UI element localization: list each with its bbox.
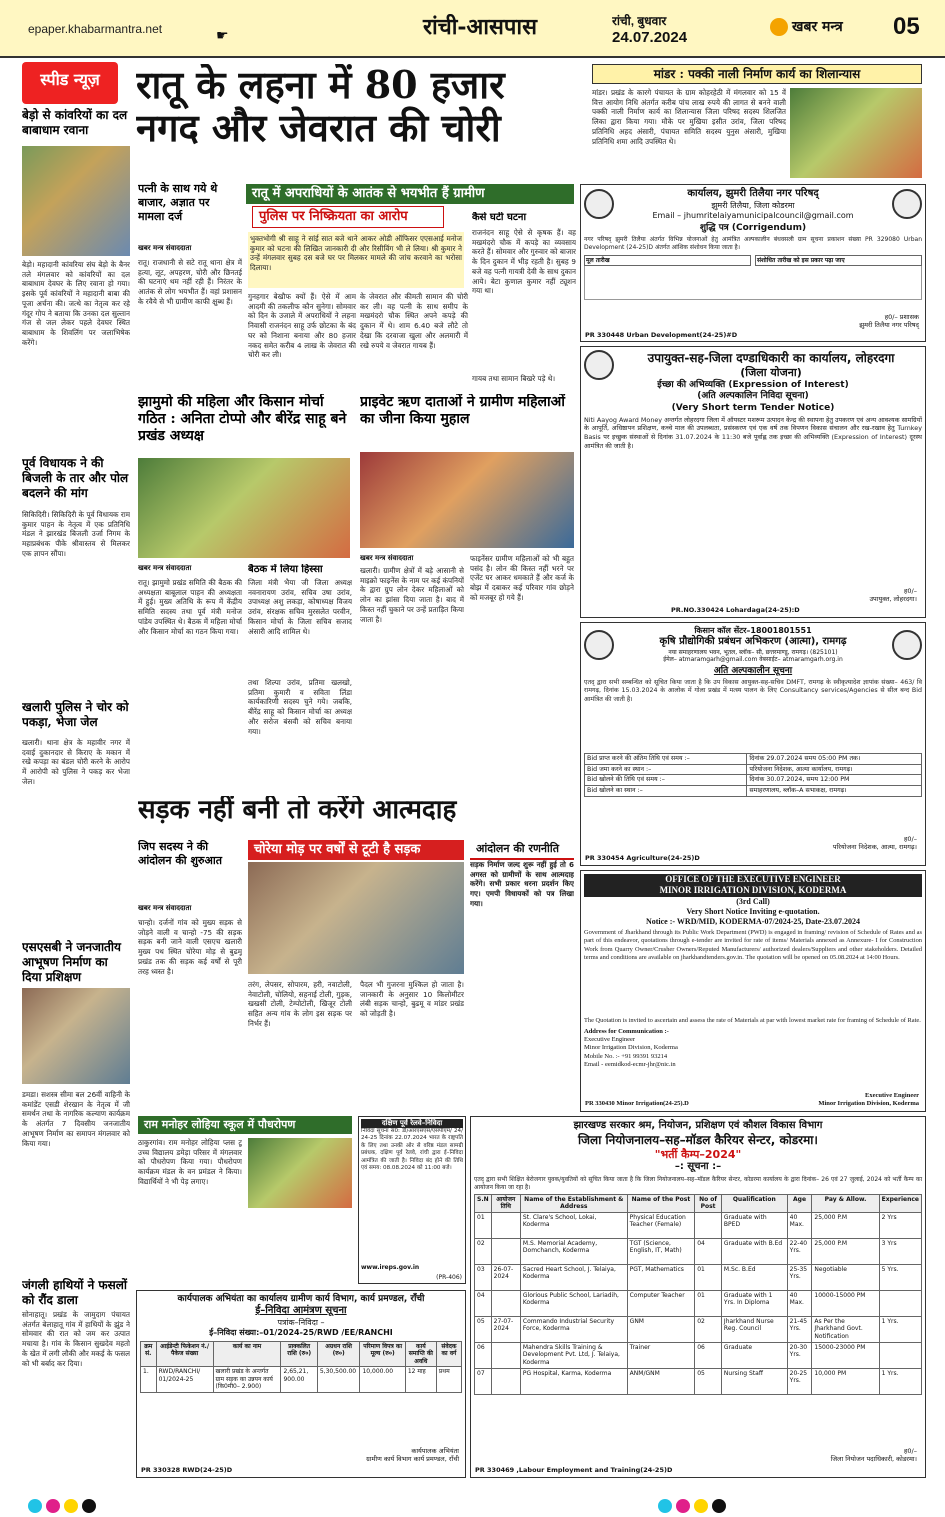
notice-title: ईच्छा की अभिव्यक्ति (Expression of Interest)	[657, 380, 849, 390]
koderma-irrigation-notice	[580, 870, 926, 1112]
notice-sign: Executive Engineer	[865, 1091, 919, 1099]
notice-office: कार्यपालक अभियंता का कार्यालय ग्रामीण कार्य विभाग, कार्य प्रमण्डल, राँची	[177, 1294, 425, 1304]
masthead-bar	[0, 0, 945, 58]
tender-pr: (PR-406)	[436, 1273, 462, 1281]
tender-title: दक्षिण पूर्व रेलवे–निविदा	[361, 1119, 463, 1128]
brand-name: खबर मन्त्र	[792, 19, 843, 35]
loan-body: खलारी। ग्रामीण क्षेत्रों में बड़े आसानी से माइक्रो फाइनेंस के नाम पर कई कंपनियों के द्वारा ग्रुप लोन देकर महिलाओं को लोन का झांसा दिया जाता है। बाद में किस्त नहीं चुकाने पर उन्हें प्रताड़ित किया जाता है।	[360, 566, 464, 624]
mandar-body: मांडर। प्रखंड के कारगे पंचायत के ग्राम कोहरहेठी में मंगलवार को 15 वें वित्त आयोग निधि अंतर्गत करीब पांच लाख रुपये की लागत से बनने वाली पक्की नाली निर्माण कार्य का शिलान्यास जिला परिषद सदस्य शिलजित लिका द्वारा किया गया। मौके पर मुखिया इसीत उरांव, जिला परिषद प्रतिनिधि अहद अंसारी, पंचायत समिति सदस्य युनुस अंसारी, मुखिया प्रतिनिधि शमा आदि उपस्थित थे।	[592, 88, 786, 146]
table-header: आयोजन तिथि	[491, 1194, 520, 1212]
registration-dot	[82, 1499, 96, 1513]
table-cell: 1 Yrs.	[879, 1368, 921, 1394]
notice-col-head: मूल तारीख	[584, 255, 751, 267]
addr-line[interactable]: Email - eemidkod-ecmr-jhr@nic.in	[584, 1060, 676, 1068]
rwd-tender	[136, 1290, 466, 1478]
table-cell: 22-40 Yrs.	[787, 1238, 812, 1264]
table-cell: 20-30 Yrs.	[787, 1342, 812, 1368]
logo-icon	[770, 18, 788, 36]
table-cell: 04	[695, 1238, 722, 1264]
story-headline: पूर्व विधायक ने की बिजली के तार और पोल बदलने की मांग	[22, 456, 129, 500]
table-cell: 20-25 Yrs.	[787, 1368, 812, 1394]
table-cell: As Per the Jharkhand Govt. Notification	[812, 1316, 879, 1342]
notice-title: ई–निविदा आमंत्रण सूचना	[255, 1305, 347, 1317]
table-row	[475, 1212, 922, 1238]
story-headline: बेड़ो से कांवरियों का दल बाबाधाम रवाना	[22, 108, 128, 137]
table-cell: GNM	[627, 1316, 695, 1342]
registration-dot	[46, 1499, 60, 1513]
notice-address: नया समाहरणालय भवन, भूतल, ब्लॉक– सी, छत्तरमाण्डू, रामगढ़। (825101)	[668, 648, 838, 656]
table-cell: PGT, Mathematics	[627, 1264, 695, 1290]
table-cell: 25,000 P.M	[812, 1212, 879, 1238]
notice-title: Very Short Notice Inviting e-quotation.	[686, 906, 820, 916]
table-cell: 40 Max.	[787, 1212, 812, 1238]
notice-body: Government of Jharkhand through its Public Work Department (PWD) is engaged in framing/ revision of Schedule of Rates and as part of this endeavor, quotations through e-tender are invited for rate of items/ Materials annexed as Annexure- I for Construction Work from Quarry Owner/Crusher Owners/Reputed Manufacturers/ authorized dealers/Suppliers and other stakeholders. Detailed terms and conditions are available on jharkhandtenders.gov.in. The quotation will be opened on 05.08.2024 at 14:00 Hours.	[584, 928, 922, 962]
jhumri-notice	[580, 184, 926, 342]
table-header: प्राक्कलित राशि (रु०)	[281, 1341, 317, 1367]
lohardaga-notice	[580, 346, 926, 618]
city-day: रांची, बुधवार	[612, 14, 667, 28]
table-cell: 2 Yrs	[879, 1212, 921, 1238]
bid-row-label: Bid जमा करने का स्थान :–	[585, 764, 747, 775]
registration-dot	[694, 1499, 708, 1513]
registration-marks	[0, 1495, 945, 1517]
table-cell: Graduate with 1 Yrs. In Diploma	[721, 1290, 787, 1316]
table-cell: खलारी प्रखंड के अन्तर्गत ग्राम सड़क का उन्नयन कार्य (कि0मी0– 2.900)	[213, 1367, 281, 1393]
table-cell	[491, 1290, 520, 1316]
notice-office: OFFICE OF THE EXECUTIVE ENGINEER	[584, 874, 922, 885]
road-photo	[248, 862, 464, 974]
career-camp-notice	[470, 1116, 926, 1478]
table-cell: 15000-23000 PM	[812, 1342, 879, 1368]
notice-pr: PR 330430 Minor Irrigation(24-25).D	[585, 1099, 689, 1107]
story-headline: एसएसबी ने जनजातीय आभूषण निर्माण का दिया प्रशिक्षण	[22, 940, 121, 984]
table-cell: 01	[695, 1264, 722, 1290]
lohia-body: ठाकुरगांव। राम मनोहर लोहिया प्लस टू उच्च विद्यालय डमेड़ा परिसर में मंगलवार को पौधरोपण किया गया। पौधरोपण कार्यक्रम मंडल के वन प्रमंडल ने किया। विद्यार्थियों ने भी पेड़ लगाए।	[138, 1138, 242, 1186]
jhamu-box-body: जिला मंत्री भैया जी जिला अध्यक्ष नवनारायण उरांव, सचिव उषा उरांव, उपाध्यक्ष अशु लकड़ा, कोषाध्यक्ष विजय उरांव, संरक्षक सचिव मुरसलेत परवीन, किसान मोर्चा के जिला सचिव सजाद अंसारी आदि शामिल थे।	[248, 578, 352, 636]
jhamu-photo	[138, 458, 350, 558]
table-cell: 10000-15000 PM	[812, 1290, 879, 1316]
notice-email[interactable]: ईमेल– atmaramgarh@gmail.com वेबसाईट– atmaramgarh.org.in	[663, 656, 843, 663]
table-header: अग्रधन राशि (रु०)	[317, 1341, 360, 1367]
jhamu-body: तथा शिल्पा उरांव, प्रतिमा खलखो, प्रतिमा कुमारी व सविता लिंडा कार्यकारिणी सदस्य चुने गये। जबकि, बीरेंद्र साहू को किसान मोर्चा का अध्यक्ष और सरोज बंसवी को सचिव बनाया गया।	[248, 678, 352, 736]
table-header: कार्य समाप्ति की अवधि	[405, 1341, 436, 1367]
notice-sign-office: परियोजना निदेशक, आत्मा, रामगढ़।	[832, 842, 917, 851]
lead-headline-line: रातू के लहना में 80 हजार	[136, 64, 505, 107]
notice-sign: ह0/–	[903, 1446, 917, 1455]
table-cell: 03	[475, 1264, 492, 1290]
bid-row-label: Bid खोलने की तिथि एवं समय :–	[585, 775, 747, 786]
jhamu-headline: झामुमो की महिला और किसान मोर्चा गठित : अनिता टोप्पो और बीरेंद्र साहू बने प्रखंड अध्यक्ष	[138, 394, 347, 444]
table-cell: Sacred Heart School, J. Telaiya, Koderma	[520, 1264, 627, 1290]
table-cell: M.Sc. B.Ed	[721, 1264, 787, 1290]
table-cell: 3 Yrs	[879, 1238, 921, 1264]
bid-schedule	[584, 753, 922, 797]
byline: खबर मन्त्र संवाददाता	[138, 904, 192, 912]
notice-office: कृषि प्रौद्योगिकी प्रबंधन अभिकरण (आत्मा), रामगढ़	[659, 636, 847, 647]
notice-number: Notice :- WRD/MID, KODERMA-07/2024-25, Date-23.07.2024	[645, 916, 861, 926]
table-cell: TGT (Science, English, IT, Math)	[627, 1238, 695, 1264]
story-body: सिकिदिरी। सिकिदिरी के पूर्व विधायक राम कुमार पाहन के नेतृत्व में एक प्रतिनिधि मंडल ने झारखंड बिजली उर्जा निगम के महाप्रबंधक पीके श्रीवास्तव से मिलकर एक ज्ञापन सौंपा।	[22, 510, 130, 558]
table-cell: 27-07-2024	[491, 1316, 520, 1342]
table-row	[475, 1238, 922, 1264]
table-header: Experience	[879, 1194, 921, 1212]
table-row	[475, 1264, 922, 1290]
table-cell: 12 माह	[405, 1367, 436, 1393]
table-cell: 25-35 Yrs.	[787, 1264, 812, 1290]
loan-headline: प्राइवेट ऋण दाताओं ने ग्रामीण महिलाओं का जीना किया मुहाल	[360, 394, 565, 427]
road-side-band: आंदोलन की रणनीति	[470, 840, 574, 860]
lead-headline-line: नगद और जेवरात की चोरी	[136, 104, 501, 150]
table-cell: Negotiable	[812, 1264, 879, 1290]
notice-sub: (जिला योजना)	[740, 365, 802, 379]
story-body: बेड़ो। महादानी कांवरिया संघ बेड़ो के बैनर तले मंगलवार को कांवरियों का दल बाबाधाम देवघर के लिए रवाना हो गया। इसके पूर्व कांवरियों ने महादानी बाबा की पूजा अर्चना की। जत्थे का नेतृत्व कर रहे गंदूर गोप ने बताया कि उनका दल सुल्तान गंज से जल लेकर पहले देवघर स्थित बाबाधाम के शिवलिंग पर जलाभिषेक करेंगे।	[22, 260, 130, 347]
table-cell: 5 Yrs.	[879, 1264, 921, 1290]
table-cell: Graduate	[721, 1342, 787, 1368]
table-header: No of Post	[695, 1194, 722, 1212]
story-body: खलारी। थाना क्षेत्र के महावीर नगर में दवाई दुकानदार से किराए के मकान में रखे कपड़ा का बंडल चोरी करने के आरोप में आरोपी को पुलिस ने पकड़ कर भेजा जेल।	[22, 738, 130, 786]
table-cell: 02	[695, 1316, 722, 1342]
byline: खबर मन्त्र संवाददाता	[138, 244, 192, 252]
loan-body: फाइनेंसर ग्रामीण महिलाओं को भी बहुत पसंद है। लोन की किस्त नहीं भरने पर एजेंट घर आकर धमकाते हैं और कर्ज के बोझ में दबाकर कई परिवार गांव छोड़ने को मजबूर हो गये हैं।	[470, 554, 574, 602]
lead-band-sub: पुलिस पर निष्क्रियता का आरोप	[252, 206, 444, 228]
registration-dot	[658, 1499, 672, 1513]
table-cell: PG Hospital, Karma, Koderma	[520, 1368, 627, 1394]
emblem-icon	[892, 630, 922, 660]
table-cell	[879, 1342, 921, 1368]
lead-body: गुनहगार बेखौफ क्यों हैं। ऐसे में आम आदमी की तकलीफ कौन सुनेगा। सोमवार को दिन के उजाले में अपराधियों ने लहना निवासी राजनंदन साहू उर्फ छोटका के बंद घर को निशाना बनाया और 80 हजार नकद समेत करीब 4 लाख के जेवरात की चोरी कर ली।	[248, 292, 356, 360]
table-cell: 21-45 Yrs.	[787, 1316, 812, 1342]
notice-sign-office: उपायुक्त, लोहरदगा।	[869, 594, 917, 603]
byline: खबर मन्त्र संवाददाता	[360, 554, 414, 562]
issue-date: 24.07.2024	[612, 29, 688, 46]
notice-sign-office: Minor Irrigation Division, Koderma	[818, 1099, 919, 1107]
notice-office: झारखण्ड सरकार श्रम, नियोजन, प्रशिक्षण एवं कौशल विकास विभाग	[573, 1120, 823, 1131]
table-cell: 10,000 PM	[812, 1368, 879, 1394]
table-cell: 5,30,500.00	[317, 1367, 360, 1393]
notice-col-head: संशोधित तारीख को इस प्रकार पढ़ा जाए	[755, 255, 922, 267]
notice-callcenter: किसान कॉल सेंटर–18001801551	[694, 626, 812, 635]
table-cell: Graduate with BPED	[721, 1212, 787, 1238]
notice-pr: PR 330328 RWD(24-25)D	[141, 1465, 233, 1474]
table-cell: RWD/RANCHI/ 01/2024-25	[156, 1367, 213, 1393]
bid-row-value: दिनांक 29.07.2024 समय 05:00 PM तक।	[747, 753, 922, 764]
table-header: संवेदक का वर्ग	[436, 1341, 461, 1367]
notice-sign: ह0/–	[903, 586, 917, 595]
table-header: परिमाण विपत्र का मूल्य (रु०)	[360, 1341, 405, 1367]
notice-sign: ह0/–	[903, 834, 917, 843]
notice-intro: एतद् द्वारा सभी शिक्षित बेरोजगार युवक/युवतियों को सूचित किया जाता है कि जिला नियोजनालय–सह–मॉडल कैरियर सेन्टर, कोडरमा कार्यालय के द्वारा दिनांक– 26 एवं 27 जुलाई, 2024 को भर्ती कैम्प का आयोजन किया जा रहा है।	[474, 1175, 922, 1191]
table-cell	[491, 1238, 520, 1264]
byline: खबर मन्त्र संवाददाता	[138, 564, 192, 572]
table-cell	[491, 1212, 520, 1238]
notice-title: (Very Short term Tender Notice)	[671, 402, 835, 413]
epaper-url[interactable]: epaper.khabarmantra.net	[28, 22, 163, 36]
registration-dot	[712, 1499, 726, 1513]
table-row	[475, 1342, 922, 1368]
table-header: Name of the Establishment & Address	[520, 1194, 627, 1212]
registration-dot	[28, 1499, 42, 1513]
bid-row-label: Bid खोलने का स्थान :–	[585, 786, 747, 797]
notice-camp: "भर्ती कैम्प–2024"	[654, 1147, 742, 1161]
table-cell: Jharkhand Nurse Reg. Council	[721, 1316, 787, 1342]
table-row	[475, 1368, 922, 1394]
road-headline: सड़क नहीं बनी तो करेंगे आत्मदाह	[138, 796, 457, 825]
notice-body: एतद् द्वारा सभी सम्बन्धित को सूचित किया जाता है कि उप विकास आयुक्त-सह-सचिव DMFT, रामगढ़ के स्वीकृत्यादेश ज्ञापांक संख्या– 463/ वि रामगढ़, दिनांक 15.03.2024 के आलोक में गोला प्रखंड में मत्स्य पालन के लिए Consultancy services/Agencies से सील बन्द Bid आमंत्रित की जाती है।	[584, 678, 922, 703]
notice-sign: ह0/– प्रशासक	[884, 312, 919, 321]
lead-body: रातू। राजधानी से सटे रातू थाना क्षेत्र में हत्या, लूट, अपहरण, चोरी और छिनतई की घटनाएं थम नहीं रही हैं। निरंतर के आतंक से लोग भयभीत हैं। वहां प्रशासन के रवैये से भी ग्रामीण काफी क्षुब्ध हैं।	[138, 258, 242, 306]
notice-centre: जिला नियोजनालय–सह–मॉडल कैरियर सेन्टर, कोडरमा।	[578, 1132, 818, 1147]
table-cell	[879, 1290, 921, 1316]
table-header: Qualification	[721, 1194, 787, 1212]
table-cell: 1 Yrs.	[879, 1316, 921, 1342]
addr-line: Mobile No. :- +91 99391 93214	[584, 1052, 668, 1060]
table-row	[475, 1316, 922, 1342]
table-cell: St. Clare's School, Lokai, Koderma	[520, 1212, 627, 1238]
rwd-table	[140, 1341, 462, 1393]
section-title: रांची-आसपास	[423, 14, 537, 40]
story-headline: जंगली हाथियों ने फसलों को रौंद डाला	[22, 1278, 128, 1307]
lead-highlight: भुक्तभोगी श्री साहू ने सांई सात बजे थाने आकर ओडी ऑफिसर एएसआई मनोज कुमार को घटना की लिखित जानकारी दी और रिसीविंग भी ले लिया। श्री कुमार ने उन्हें मंगलवार सुबह दस बजे घर पर मिलकर मामले की जांच करवाने का भरोसा दिलाया।	[248, 232, 464, 288]
notice-email[interactable]: Email – jhumritelaiyamunicipalcouncil@gmail.com	[652, 210, 854, 220]
table-cell: Nursing Staff	[721, 1368, 787, 1394]
notice-number: ई–निविदा संख्या:–01/2024-25/RWD /EE/RANCHI	[209, 1327, 393, 1337]
table-cell: 06	[475, 1342, 492, 1368]
table-cell	[695, 1212, 722, 1238]
dateline	[612, 14, 687, 48]
notice-body: नगर परिषद् झुमरी तिलैया अंतर्गत विभिन्न योजनाओं हेतु आमंत्रित अल्पकालीन बंधवसली ग्राम सूचना प्रकाशन संख्या PR 329080 Urban Development (24-25)D अंतर्गत आंशिक संशोधन किया जाता है।	[584, 235, 922, 251]
notice-call: (3rd Call)	[736, 896, 770, 906]
side-body: राजनंदन साहू ऐसे से कृषक हैं। वह मखमंदरो चौक में कपड़े का व्यवसाय करते हैं। सोमवार और गुरुवार को बाजार के दिन दुकान में भीड़ रहती है। सुबह 9 बजे वह पत्नी गायत्री देवी के साथ दुकान आये। बेटा कुणाल कुमार नहीं ट्यूशन गया था।	[472, 228, 576, 296]
table-header: Pay & Allow.	[812, 1194, 879, 1212]
table-cell: प्रथम	[436, 1367, 461, 1393]
table-header: Name of the Post	[627, 1194, 695, 1212]
table-cell: 25,000 P.M	[812, 1238, 879, 1264]
tender-web[interactable]: www.ireps.gov.in	[361, 1263, 420, 1271]
notice-pr: PR 330448 Urban Development(24-25)#D	[585, 330, 738, 339]
table-cell: 1.	[141, 1367, 157, 1393]
kanwar-photo	[22, 146, 130, 256]
table-cell: Glorious Public School, Lariadih, Koderma	[520, 1290, 627, 1316]
table-row	[475, 1290, 922, 1316]
table-cell: Commando Industrial Security Force, Koderma	[520, 1316, 627, 1342]
story-body: डमडा। सशस्त्र सीमा बल 26वीं वाहिनी के कमांडेंट एसडी शेरखान के नेतृत्व में जी समर्थन तथा के नागरिक कल्याण कार्यक्रम के अंतर्गत 7 दिवसीय जनजातीय आभूषण निर्माण का समापन मंगलवार को किया गया।	[22, 1090, 130, 1148]
lohia-band: राम मनोहर लोहिया स्कूल में पौधरोपण	[138, 1116, 352, 1134]
table-cell: 06	[695, 1342, 722, 1368]
emblem-icon	[584, 350, 614, 380]
table-cell: Mahendra Skills Training & Development Pvt. Ltd, J. Telaiya, Koderma	[520, 1342, 627, 1368]
table-cell: 04	[475, 1290, 492, 1316]
table-cell	[491, 1342, 520, 1368]
notice-office: कार्यालय, झुमरी तिलैया नगर परिषद्	[687, 188, 819, 199]
notice-office: उपायुक्त-सह-जिला दण्डाधिकारी का कार्यालय, लोहरदगा	[647, 350, 895, 365]
table-cell: 40 Max.	[787, 1290, 812, 1316]
table-cell: 01	[695, 1290, 722, 1316]
table-header: Age	[787, 1194, 812, 1212]
story-body: सोनाहातू। प्रखंड के जामुदाग पंचायत अंतर्गत बेलाहातू गांव में हाथियों के झुंड ने सोमवार की रात को जम कर उत्पात मचाया है। गांव के किसान सुखदेव महतो के खेत में लगी लौकी और मकई के फसल को भी बर्बाद कर दिया।	[22, 1310, 130, 1368]
table-header: आईडेन्टी फिकेशन नं./पैकेज संख्या	[156, 1341, 213, 1367]
table-header: कार्य का नाम	[213, 1341, 281, 1367]
table-cell: 10,000.00	[360, 1367, 405, 1393]
addr-line: Minor Irrigation Division, Koderma	[584, 1044, 678, 1052]
table-cell: M.S. Memorial Academy, Domchanch, Koderma	[520, 1238, 627, 1264]
road-body: चान्हो। दर्जनों गांव को मुख्य सड़क से जोड़ने वाली व चान्हो -75 की सड़क सड़क बनी जाने वाली एसएच खलारी मुख्य पथ स्थित चोरेया मोड़ से बुढमू प्रखंड तक की सड़क कई वर्षों से पूरी तरह ध्वस्त है।	[138, 918, 242, 976]
road-body: पैदल भी गुजरना मुश्किल हो जाता है। जानकारी के अनुसार 10 किलोमीटर लंबी सड़क चान्हो, बुढमू व मांडर प्रखंड को जोड़ती है।	[360, 980, 464, 1019]
emblem-icon	[584, 630, 614, 660]
notice-pr: PR.NO.330424 Lohardaga(24-25):D	[671, 605, 800, 614]
notice-title: शुद्धि पत्र (Corrigendum)	[699, 222, 807, 233]
notice-pr: PR 330469 ,Labour Employment and Training(24-25)D	[475, 1465, 673, 1474]
speed-news-label: स्पीड न्यूज़	[22, 62, 118, 104]
table-cell: 05	[695, 1368, 722, 1394]
notice-pr: PR 330454 Agriculture(24-25)D	[585, 853, 700, 862]
jhamu-box-head: बैठक में लिया हिस्सा	[248, 564, 323, 575]
side-headline: कैसे घटी घटना	[472, 212, 527, 223]
road-body: तरंग, लेपसर, सोपारम, हरी, नवाटोली, नेवाटोली, चोलियो, सहनाई टोली, गुड़क, खखसी टोली, टेम्पोटोली, खिजूर टोली सहित अन्य गांव के लोग इस सड़क पर निर्भर हैं।	[248, 980, 352, 1028]
road-subhead: जिप सदस्य ने की आंदोलन की शुरुआत	[138, 840, 223, 867]
registration-dot	[64, 1499, 78, 1513]
table-cell: 01	[475, 1212, 492, 1238]
notice-sub: पत्रांक–निविदा –	[277, 1317, 325, 1327]
table-header: क्रम सं.	[141, 1341, 157, 1367]
mandar-headline: मांडर : पक्की नाली निर्माण कार्य का शिलान्यास	[592, 64, 922, 84]
table-cell: ANM/GNM	[627, 1368, 695, 1394]
emblem-icon	[584, 189, 614, 219]
notice-place: झुमरी तिलैया, जिला कोडरमा	[711, 200, 795, 210]
notice-sign-office: झुमरी तिलैया नगर परिषद्	[859, 320, 919, 329]
table-cell: 05	[475, 1316, 492, 1342]
table-row	[141, 1367, 462, 1393]
registration-dot	[676, 1499, 690, 1513]
lohia-photo	[248, 1138, 352, 1208]
cursor-icon: ☛	[216, 28, 229, 44]
table-cell: Trainer	[627, 1342, 695, 1368]
table-cell: 02	[475, 1238, 492, 1264]
bid-row-value: परियोजना निदेशक, आत्मा कार्यालय, रामगढ़।	[747, 764, 922, 775]
table-cell: Computer Teacher	[627, 1290, 695, 1316]
notice-body: The Quotation is invited to ascertain and assess the rate of Materials at par with lowest market rate for framing of Schedule of Rate.	[584, 1016, 921, 1024]
notice-title: अति अल्पकालीन सूचना	[713, 665, 793, 676]
bid-row-value: समाहरणालय, ब्लॉक–A सभाकक्ष, रामगढ़।	[747, 786, 922, 797]
notice-title: (अति अल्पकालिन निविदा सूचना)	[697, 391, 809, 402]
railway-tender	[358, 1116, 466, 1284]
lead-band: रातू में अपराधियों के आतंक से भयभीत हैं ग्रामीण	[246, 184, 574, 204]
ssb-training-photo	[22, 988, 130, 1084]
jhamu-body: रातू। झामुमो प्रखंड समिति की बैठक की अध्यक्षता बाबूलाल पाहन की अध्यक्षता में हुई। मुख्य अतिथि के रूप में केंद्रीय समिति सदस्य तथा पूर्व मंत्री मनोज पांडेय उपस्थित थे। बैठक में महिला मोर्चा और किसान मोर्चा का गठन किया गया।	[138, 578, 242, 636]
table-cell: 2,65,21, 900.00	[281, 1367, 317, 1393]
notice-title: –: सूचना :–	[674, 1161, 722, 1173]
notice-body: Niti Aayog Award Money अन्तर्गत लोहरदगा जिला में ऑयस्टर मशरूम उत्पादन केन्द्र की स्थापना हेतु उपकरण एवं अन्य आवश्यक सामग्रियों के आपूर्ति, अधिष्ठापन प्रशिक्षण, कच्चे माल की उपलब्धता, प्रसंस्करण एवं एक वर्ष तक विपणन विकास संचालन और रख-रखाव हेतु Turnkey Basis पर इच्छुक संस्थाओं से दिनांक 31.07.2024 के 11:30 बजे पूर्वाह्न तक इच्छा की अभिव्यक्ति (Expression of Interest) दूरस्थ आमंत्रित की जाती है।	[584, 415, 922, 450]
mandar-photo	[790, 88, 922, 178]
road-side-body: सड़क निर्माण जल्द शुरू नहीं हुई तो 6 अगस्त को ग्रामीणों के साथ आत्मदाह करेंगे। सभी प्रकार धरना प्रदर्शन किए गए। एमपी विधायकों को पत्र लिखा गया।	[470, 860, 574, 908]
lead-subhead: पत्नी के साथ गये थे बाजार, अज्ञात पर मामला दर्ज	[138, 182, 218, 223]
road-band: चोरेया मोड़ पर वर्षों से टूटी है सड़क	[248, 840, 464, 860]
table-cell: 07	[475, 1368, 492, 1394]
notice-division: MINOR IRRIGATION DIVISION, KODERMA	[584, 885, 922, 896]
side-body-tail: गायब तथा सामान बिखरे पड़े थे।	[472, 374, 556, 383]
tender-body: निविदा सूचना सं0: डी/आरएसएस/एसपीएम/ 24/ 24-25 दिनांक 22.07.2024 भारत के राष्ट्रपति के लिए तथा उनकी ओर से वरिष्ठ मंडल सामग्री प्रबंधक, दक्षिण पूर्व रेलवे, रांची द्वारा ई–निविदा आमंत्रित की जाती है। निविदा बंद होने की तिथि एवं समय: 08.08.2024 को 11:00 बजे।	[361, 1127, 463, 1172]
notice-sign: कार्यपालक अभियंता	[411, 1446, 459, 1455]
bid-row-value: दिनांक 30.07.2024, समय 12:00 PM	[747, 775, 922, 786]
krishi-notice	[580, 622, 926, 866]
addr-head: Address for Communication :-	[584, 1028, 669, 1036]
loan-photo	[360, 452, 574, 548]
bid-row-label: Bid प्राप्त करने की अंतिम तिथि एवं समय :–	[585, 753, 747, 764]
lead-body: के जेवरात और कीमती सामान की चोरी कर ली। वह पत्नी के साथ समीप के मखमंदरो चौक स्थित अपने कपड़े की दुकान में थे। शाम 6.40 बजे लौटे तो देखा कि दरवाजा खुला और अलमारी में रखे रुपये व जेवरात गायब हैं।	[360, 292, 468, 350]
lead-headline	[136, 64, 588, 176]
notice-sign-office: जिला नियोजन पदाधिकारी, कोडरमा।	[830, 1454, 917, 1463]
brand-logo	[770, 18, 880, 44]
notice-sign-office: ग्रामीण कार्य विभाग कार्य प्रमण्डल, राँची	[366, 1454, 459, 1463]
table-cell: Graduate with B.Ed	[721, 1238, 787, 1264]
career-table	[474, 1194, 922, 1395]
table-header: S.N	[475, 1194, 492, 1212]
table-cell: Physical Education Teacher (Female)	[627, 1212, 695, 1238]
addr-line: Executive Engineer	[584, 1036, 636, 1044]
page-number: 05	[893, 13, 920, 40]
table-cell	[491, 1368, 520, 1394]
table-cell: 26-07-2024	[491, 1264, 520, 1290]
emblem-icon	[892, 189, 922, 219]
story-headline: खलारी पुलिस ने चोर को पकड़ा, भेजा जेल	[22, 700, 129, 729]
